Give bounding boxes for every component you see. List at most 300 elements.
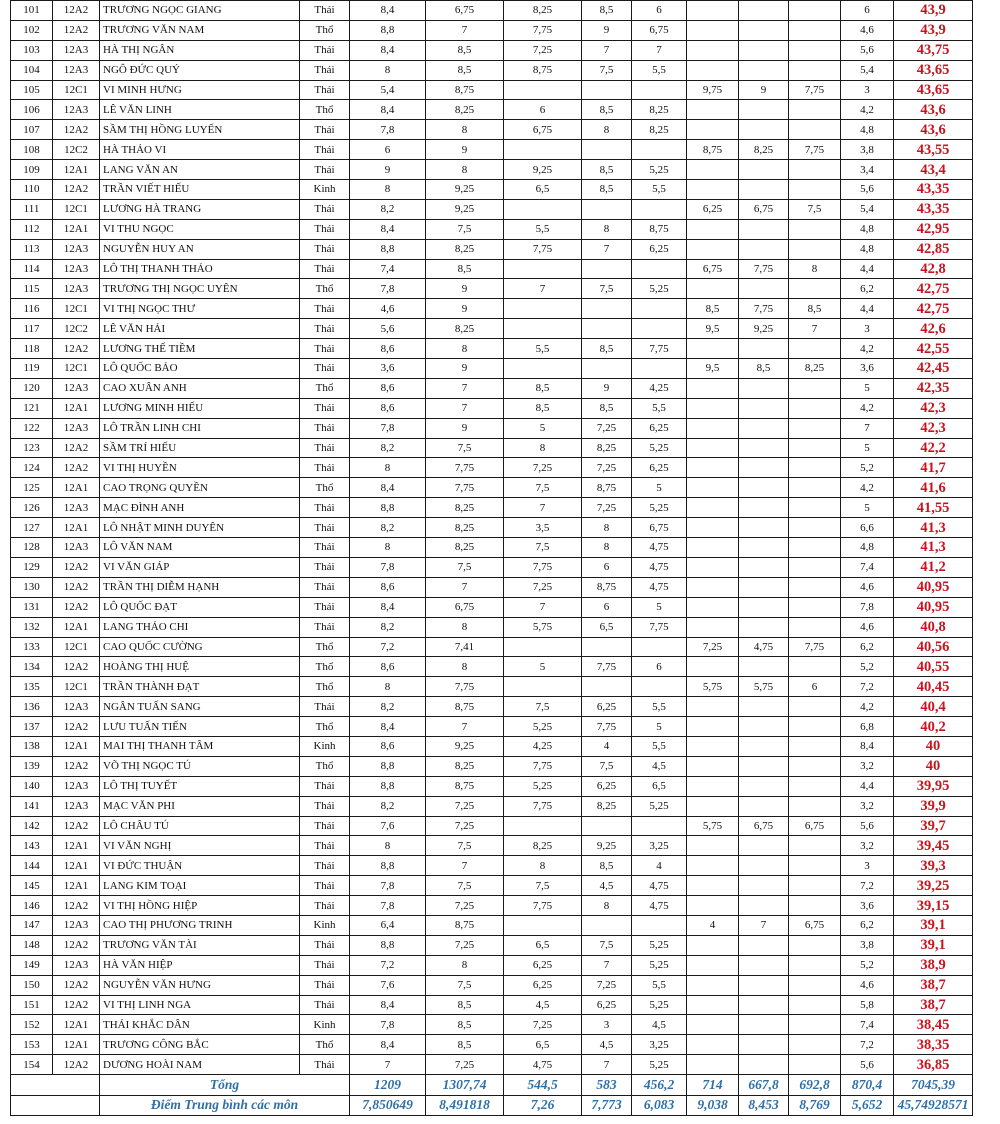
score-cell bbox=[739, 219, 789, 239]
score-cell: 4,8 bbox=[841, 219, 894, 239]
score-cell: 9 bbox=[582, 20, 632, 40]
score-cell: 8,5 bbox=[504, 378, 582, 398]
score-cell bbox=[687, 836, 739, 856]
score-cell: 5 bbox=[841, 378, 894, 398]
score-cell: 3,6 bbox=[841, 896, 894, 916]
score-cell bbox=[504, 677, 582, 697]
score-cell: 4,5 bbox=[632, 756, 687, 776]
score-cell: 7,5 bbox=[582, 60, 632, 80]
score-cell bbox=[739, 955, 789, 975]
table-row bbox=[11, 20, 973, 40]
table-row bbox=[11, 935, 973, 955]
class-cell: 12A2 bbox=[53, 756, 100, 776]
class-cell: 12A1 bbox=[53, 398, 100, 418]
score-cell: 8,2 bbox=[350, 438, 426, 458]
row-number: 104 bbox=[11, 60, 53, 80]
score-cell: 8,6 bbox=[350, 339, 426, 359]
student-name: LANG THẢO CHI bbox=[100, 617, 300, 637]
total-score: 40,95 bbox=[894, 577, 973, 597]
ethnicity-cell: Kinh bbox=[300, 915, 350, 935]
student-name: HÀ THẢO VI bbox=[100, 140, 300, 160]
score-cell: 7,25 bbox=[426, 896, 504, 916]
score-cell bbox=[504, 80, 582, 100]
class-cell: 12A3 bbox=[53, 955, 100, 975]
score-cell: 6 bbox=[789, 677, 841, 697]
student-name: CAO QUỐC CƯỜNG bbox=[100, 637, 300, 657]
total-score: 36,85 bbox=[894, 1055, 973, 1075]
score-cell: 4,25 bbox=[632, 378, 687, 398]
score-cell: 8 bbox=[582, 896, 632, 916]
score-cell: 9 bbox=[350, 160, 426, 180]
score-cell: 8 bbox=[350, 836, 426, 856]
score-cell: 5,5 bbox=[632, 975, 687, 995]
score-cell: 9,5 bbox=[687, 319, 739, 339]
row-number: 143 bbox=[11, 836, 53, 856]
table-row bbox=[11, 100, 973, 120]
score-cell: 8,2 bbox=[350, 199, 426, 219]
score-cell: 5,6 bbox=[841, 40, 894, 60]
score-cell bbox=[739, 239, 789, 259]
score-cell: 8,25 bbox=[632, 120, 687, 140]
student-name: VI THỊ HỒNG HIỆP bbox=[100, 896, 300, 916]
score-cell: 6,25 bbox=[582, 995, 632, 1015]
row-number: 131 bbox=[11, 597, 53, 617]
total-score: 40 bbox=[894, 736, 973, 756]
ethnicity-cell: Thái bbox=[300, 975, 350, 995]
class-cell: 12A1 bbox=[53, 219, 100, 239]
score-cell: 7,25 bbox=[582, 458, 632, 478]
score-cell bbox=[739, 975, 789, 995]
score-cell: 7,25 bbox=[426, 796, 504, 816]
score-cell: 7,5 bbox=[582, 756, 632, 776]
score-cell bbox=[687, 378, 739, 398]
score-cell bbox=[687, 557, 739, 577]
score-cell: 6,25 bbox=[582, 776, 632, 796]
score-cell bbox=[789, 776, 841, 796]
score-cell: 8,2 bbox=[350, 796, 426, 816]
score-cell: 8 bbox=[582, 518, 632, 538]
total-cell: 692,8 bbox=[789, 1075, 841, 1096]
row-number: 135 bbox=[11, 677, 53, 697]
score-cell bbox=[789, 1015, 841, 1035]
score-cell: 8,75 bbox=[582, 478, 632, 498]
score-cell bbox=[739, 557, 789, 577]
class-cell: 12A1 bbox=[53, 736, 100, 756]
score-cell: 4,4 bbox=[841, 776, 894, 796]
row-number: 153 bbox=[11, 1035, 53, 1055]
student-name: TRƯƠNG NGỌC GIANG bbox=[100, 1, 300, 21]
student-name: MẠC ĐÌNH ANH bbox=[100, 498, 300, 518]
score-cell bbox=[582, 915, 632, 935]
row-number: 114 bbox=[11, 259, 53, 279]
score-cell bbox=[687, 876, 739, 896]
score-cell bbox=[687, 796, 739, 816]
score-cell: 6 bbox=[582, 597, 632, 617]
row-number: 129 bbox=[11, 557, 53, 577]
score-cell: 8,6 bbox=[350, 577, 426, 597]
total-score: 42,3 bbox=[894, 398, 973, 418]
score-cell bbox=[789, 518, 841, 538]
student-name: LÔ QUỐC BẢO bbox=[100, 359, 300, 379]
score-cell bbox=[687, 160, 739, 180]
score-cell: 5,4 bbox=[841, 199, 894, 219]
table-row bbox=[11, 299, 973, 319]
score-cell: 7,5 bbox=[426, 219, 504, 239]
score-cell: 5,25 bbox=[632, 955, 687, 975]
class-cell: 12C1 bbox=[53, 299, 100, 319]
score-cell: 5,2 bbox=[841, 955, 894, 975]
ethnicity-cell: Thái bbox=[300, 697, 350, 717]
class-cell: 12A2 bbox=[53, 339, 100, 359]
score-cell: 5,5 bbox=[504, 219, 582, 239]
total-score: 40 bbox=[894, 756, 973, 776]
score-cell: 9 bbox=[582, 378, 632, 398]
score-cell bbox=[582, 359, 632, 379]
score-cell bbox=[789, 339, 841, 359]
score-cell: 4,2 bbox=[841, 339, 894, 359]
score-cell: 8,4 bbox=[841, 736, 894, 756]
ethnicity-cell: Thái bbox=[300, 359, 350, 379]
row-number: 147 bbox=[11, 915, 53, 935]
score-cell: 7,75 bbox=[504, 20, 582, 40]
student-name: HOÀNG THỊ HUỆ bbox=[100, 657, 300, 677]
score-cell: 6,5 bbox=[504, 1035, 582, 1055]
score-cell bbox=[789, 20, 841, 40]
score-cell: 5,8 bbox=[841, 995, 894, 1015]
table-row bbox=[11, 180, 973, 200]
score-cell bbox=[632, 80, 687, 100]
score-cell bbox=[739, 1015, 789, 1035]
table-row bbox=[11, 279, 973, 299]
student-name: VI THỊ HUYỀN bbox=[100, 458, 300, 478]
score-cell: 5,6 bbox=[841, 1055, 894, 1075]
score-cell bbox=[687, 279, 739, 299]
score-cell bbox=[687, 1035, 739, 1055]
total-score: 42,6 bbox=[894, 319, 973, 339]
score-cell bbox=[739, 736, 789, 756]
total-score: 40,56 bbox=[894, 637, 973, 657]
student-name: VI VĂN GIÁP bbox=[100, 557, 300, 577]
score-cell bbox=[687, 975, 739, 995]
score-cell: 5,4 bbox=[350, 80, 426, 100]
total-score: 42,75 bbox=[894, 299, 973, 319]
total-score: 43,9 bbox=[894, 1, 973, 21]
class-cell: 12A3 bbox=[53, 498, 100, 518]
score-cell bbox=[504, 140, 582, 160]
score-cell bbox=[687, 597, 739, 617]
ethnicity-cell: Thổ bbox=[300, 637, 350, 657]
class-cell: 12A2 bbox=[53, 180, 100, 200]
class-cell: 12A3 bbox=[53, 279, 100, 299]
score-cell: 7,25 bbox=[504, 458, 582, 478]
total-score: 40,45 bbox=[894, 677, 973, 697]
score-cell: 8,25 bbox=[426, 498, 504, 518]
score-cell: 8,8 bbox=[350, 935, 426, 955]
score-cell: 4,75 bbox=[632, 577, 687, 597]
score-cell: 8,5 bbox=[426, 1015, 504, 1035]
score-cell bbox=[739, 776, 789, 796]
score-cell: 7,25 bbox=[504, 577, 582, 597]
score-cell bbox=[632, 677, 687, 697]
score-cell bbox=[789, 438, 841, 458]
score-cell: 6,75 bbox=[739, 199, 789, 219]
total-score: 43,4 bbox=[894, 160, 973, 180]
score-cell: 6,25 bbox=[632, 418, 687, 438]
average-cell: 7,850649 bbox=[350, 1095, 426, 1116]
score-cell bbox=[739, 438, 789, 458]
ethnicity-cell: Thái bbox=[300, 836, 350, 856]
score-cell: 6,25 bbox=[632, 239, 687, 259]
score-cell bbox=[687, 538, 739, 558]
score-cell bbox=[687, 120, 739, 140]
ethnicity-cell: Kinh bbox=[300, 180, 350, 200]
class-cell: 12A2 bbox=[53, 995, 100, 1015]
score-cell: 8,25 bbox=[582, 796, 632, 816]
student-name: TRƯƠNG VĂN NAM bbox=[100, 20, 300, 40]
row-number: 122 bbox=[11, 418, 53, 438]
ethnicity-cell: Thái bbox=[300, 140, 350, 160]
score-cell bbox=[687, 458, 739, 478]
score-cell: 6,75 bbox=[504, 120, 582, 140]
student-name: CAO TRỌNG QUYỀN bbox=[100, 478, 300, 498]
score-cell: 5,25 bbox=[632, 438, 687, 458]
table-row bbox=[11, 617, 973, 637]
student-name: LƯƠNG THẾ TIỀM bbox=[100, 339, 300, 359]
score-cell bbox=[504, 816, 582, 836]
score-cell: 8,5 bbox=[582, 856, 632, 876]
score-cell: 7,5 bbox=[789, 199, 841, 219]
score-cell bbox=[687, 736, 739, 756]
score-cell: 5,5 bbox=[632, 180, 687, 200]
class-cell: 12A2 bbox=[53, 1, 100, 21]
class-cell: 12A2 bbox=[53, 975, 100, 995]
score-cell bbox=[687, 398, 739, 418]
score-cell bbox=[687, 180, 739, 200]
score-cell: 6 bbox=[582, 557, 632, 577]
total-score: 38,45 bbox=[894, 1015, 973, 1035]
score-cell bbox=[789, 120, 841, 140]
ethnicity-cell: Thái bbox=[300, 597, 350, 617]
score-cell: 8,2 bbox=[350, 617, 426, 637]
score-cell: 5,5 bbox=[632, 60, 687, 80]
score-cell: 7 bbox=[504, 279, 582, 299]
score-cell: 5,5 bbox=[632, 398, 687, 418]
score-cell: 9,5 bbox=[687, 359, 739, 379]
score-cell: 7,5 bbox=[504, 876, 582, 896]
score-cell: 6,75 bbox=[739, 816, 789, 836]
score-cell: 6,25 bbox=[504, 955, 582, 975]
student-name: SẦM TRÍ HIẾU bbox=[100, 438, 300, 458]
score-cell: 7,25 bbox=[504, 1015, 582, 1035]
score-cell bbox=[789, 418, 841, 438]
score-cell: 7,5 bbox=[582, 935, 632, 955]
table-row bbox=[11, 896, 973, 916]
total-cell: 667,8 bbox=[739, 1075, 789, 1096]
row-number: 101 bbox=[11, 1, 53, 21]
row-number: 142 bbox=[11, 816, 53, 836]
student-name: LÊ VĂN HẢI bbox=[100, 319, 300, 339]
score-cell bbox=[739, 1035, 789, 1055]
student-name: TRẦN THỊ DIỄM HẠNH bbox=[100, 577, 300, 597]
score-cell: 8,6 bbox=[350, 736, 426, 756]
score-cell: 6,5 bbox=[504, 180, 582, 200]
score-cell bbox=[687, 1, 739, 21]
score-cell bbox=[789, 597, 841, 617]
ethnicity-cell: Thổ bbox=[300, 1035, 350, 1055]
score-cell bbox=[687, 20, 739, 40]
ethnicity-cell: Thái bbox=[300, 219, 350, 239]
score-cell: 7,75 bbox=[504, 756, 582, 776]
class-cell: 12A2 bbox=[53, 816, 100, 836]
table-row bbox=[11, 975, 973, 995]
row-number: 144 bbox=[11, 856, 53, 876]
score-cell bbox=[739, 498, 789, 518]
score-cell bbox=[739, 478, 789, 498]
score-cell: 8,4 bbox=[350, 995, 426, 1015]
score-cell: 8,25 bbox=[739, 140, 789, 160]
ethnicity-cell: Thái bbox=[300, 438, 350, 458]
score-cell: 8,25 bbox=[504, 1, 582, 21]
score-cell: 6,25 bbox=[582, 697, 632, 717]
class-cell: 12A2 bbox=[53, 1055, 100, 1075]
score-cell: 6,75 bbox=[789, 816, 841, 836]
total-score: 40,4 bbox=[894, 697, 973, 717]
score-cell: 4,75 bbox=[632, 538, 687, 558]
score-cell: 7,4 bbox=[350, 259, 426, 279]
score-cell: 9 bbox=[426, 299, 504, 319]
total-score: 40,95 bbox=[894, 597, 973, 617]
score-cell bbox=[687, 657, 739, 677]
score-cell: 7 bbox=[582, 1055, 632, 1075]
table-row bbox=[11, 259, 973, 279]
score-cell: 8,25 bbox=[426, 319, 504, 339]
score-cell: 8 bbox=[350, 538, 426, 558]
score-cell bbox=[789, 975, 841, 995]
score-rows bbox=[11, 1, 973, 1075]
score-cell bbox=[739, 538, 789, 558]
score-cell: 8,5 bbox=[426, 60, 504, 80]
score-cell: 8,75 bbox=[426, 776, 504, 796]
student-name: TRƯƠNG CÔNG BẮC bbox=[100, 1035, 300, 1055]
class-cell: 12A2 bbox=[53, 577, 100, 597]
row-number: 110 bbox=[11, 180, 53, 200]
score-cell: 5,25 bbox=[504, 776, 582, 796]
score-cell: 4,5 bbox=[582, 876, 632, 896]
row-number: 123 bbox=[11, 438, 53, 458]
score-cell bbox=[632, 359, 687, 379]
score-cell: 7,75 bbox=[789, 140, 841, 160]
score-cell: 8,25 bbox=[426, 100, 504, 120]
score-cell bbox=[739, 160, 789, 180]
total-cell: 7045,39 bbox=[894, 1075, 973, 1096]
score-cell: 7,2 bbox=[841, 876, 894, 896]
score-cell: 4,5 bbox=[504, 995, 582, 1015]
score-cell: 8 bbox=[426, 617, 504, 637]
score-cell bbox=[504, 915, 582, 935]
total-score: 42,85 bbox=[894, 239, 973, 259]
table-row bbox=[11, 697, 973, 717]
score-cell: 8,5 bbox=[789, 299, 841, 319]
score-cell bbox=[687, 896, 739, 916]
table-row bbox=[11, 359, 973, 379]
score-cell: 3,8 bbox=[841, 935, 894, 955]
row-number: 116 bbox=[11, 299, 53, 319]
score-cell: 5,5 bbox=[504, 339, 582, 359]
table-row bbox=[11, 1035, 973, 1055]
score-cell bbox=[789, 458, 841, 478]
score-cell: 4,8 bbox=[841, 120, 894, 140]
score-cell bbox=[739, 876, 789, 896]
score-cell: 4,75 bbox=[632, 557, 687, 577]
score-cell bbox=[687, 239, 739, 259]
total-score: 39,15 bbox=[894, 896, 973, 916]
score-cell: 8,8 bbox=[350, 20, 426, 40]
class-cell: 12A2 bbox=[53, 438, 100, 458]
student-name: LÊ VĂN LINH bbox=[100, 100, 300, 120]
row-number: 152 bbox=[11, 1015, 53, 1035]
table-row bbox=[11, 140, 973, 160]
ethnicity-cell: Kinh bbox=[300, 1015, 350, 1035]
student-name: LÔ NHẬT MINH DUYÊN bbox=[100, 518, 300, 538]
score-cell bbox=[582, 637, 632, 657]
score-cell: 7,5 bbox=[504, 697, 582, 717]
average-cell: 5,652 bbox=[841, 1095, 894, 1116]
score-cell: 7 bbox=[582, 40, 632, 60]
score-cell: 7,75 bbox=[789, 80, 841, 100]
total-cell: 870,4 bbox=[841, 1075, 894, 1096]
row-number: 149 bbox=[11, 955, 53, 975]
total-score: 39,1 bbox=[894, 915, 973, 935]
row-number: 113 bbox=[11, 239, 53, 259]
class-cell: 12A2 bbox=[53, 657, 100, 677]
score-cell: 4,2 bbox=[841, 100, 894, 120]
score-cell: 7,25 bbox=[582, 498, 632, 518]
class-cell: 12A3 bbox=[53, 418, 100, 438]
score-cell bbox=[789, 657, 841, 677]
score-cell bbox=[789, 100, 841, 120]
score-cell bbox=[739, 120, 789, 140]
score-cell: 8 bbox=[582, 120, 632, 140]
score-cell: 6,5 bbox=[582, 617, 632, 637]
average-cell: 7,26 bbox=[504, 1095, 582, 1116]
score-cell bbox=[739, 100, 789, 120]
score-cell bbox=[739, 836, 789, 856]
class-cell: 12C1 bbox=[53, 359, 100, 379]
total-score: 39,45 bbox=[894, 836, 973, 856]
score-cell: 7 bbox=[582, 955, 632, 975]
student-name: LƯƠNG MINH HIẾU bbox=[100, 398, 300, 418]
score-cell: 7,75 bbox=[426, 458, 504, 478]
score-cell bbox=[687, 339, 739, 359]
table-row bbox=[11, 955, 973, 975]
score-cell: 8,4 bbox=[350, 597, 426, 617]
score-cell bbox=[687, 617, 739, 637]
score-cell: 3,6 bbox=[350, 359, 426, 379]
average-row bbox=[11, 1095, 973, 1116]
score-cell: 5 bbox=[632, 478, 687, 498]
student-name: LÔ TRẦN LINH CHI bbox=[100, 418, 300, 438]
total-score: 42,95 bbox=[894, 219, 973, 239]
score-cell bbox=[739, 856, 789, 876]
total-score: 39,7 bbox=[894, 816, 973, 836]
score-cell: 8,4 bbox=[350, 1, 426, 21]
score-cell: 3 bbox=[841, 319, 894, 339]
ethnicity-cell: Thái bbox=[300, 518, 350, 538]
score-cell bbox=[687, 498, 739, 518]
score-cell: 8,25 bbox=[426, 756, 504, 776]
score-cell: 8,4 bbox=[350, 1035, 426, 1055]
score-cell: 4,2 bbox=[841, 697, 894, 717]
